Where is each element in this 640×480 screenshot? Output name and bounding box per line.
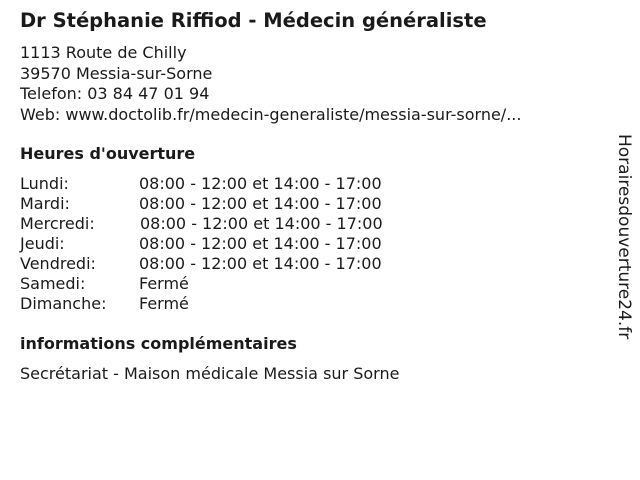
day-label: Samedi: xyxy=(20,274,86,293)
day-label: Vendredi: xyxy=(20,254,96,273)
info-heading: informations complémentaires xyxy=(20,334,297,353)
hours-row-wednesday xyxy=(20,214,440,234)
website-link[interactable]: Web: www.doctolib.fr/medecin-generaliste/messia-sur-sorne/... xyxy=(20,104,522,124)
hours-row-saturday xyxy=(20,274,440,294)
hours-row-sunday xyxy=(20,294,440,314)
phone-number: Telefon: 03 84 47 01 94 xyxy=(20,84,210,103)
hours-row-tuesday xyxy=(20,194,440,214)
hours-row-thursday xyxy=(20,234,440,254)
hours-heading: Heures d'ouverture xyxy=(20,144,196,163)
day-label: Dimanche: xyxy=(20,294,107,313)
time-value: 08:00 - 12:00 et 14:00 - 17:00 xyxy=(140,214,383,233)
day-label: Jeudi: xyxy=(20,234,65,253)
hours-row-friday xyxy=(20,254,440,274)
hours-table xyxy=(20,174,440,314)
day-label: Lundi: xyxy=(20,174,69,193)
address-block xyxy=(20,43,521,125)
address-city: 39570 Messia-sur-Sorne xyxy=(20,63,213,83)
hours-row-monday xyxy=(20,174,440,194)
time-value: 08:00 - 12:00 et 14:00 - 17:00 xyxy=(139,234,382,253)
time-value: Fermé xyxy=(139,294,189,313)
day-label: Mercredi: xyxy=(20,214,95,233)
address-street: 1113 Route de Chilly xyxy=(20,43,187,62)
day-label: Mardi: xyxy=(20,194,70,213)
info-text: Secrétariat - Maison médicale Messia sur Sorne xyxy=(20,364,400,383)
time-value: 08:00 - 12:00 et 14:00 - 17:00 xyxy=(139,174,382,193)
time-value: Fermé xyxy=(139,274,189,293)
time-value: 08:00 - 12:00 et 14:00 - 17:00 xyxy=(139,254,382,273)
time-value: 08:00 - 12:00 et 14:00 - 17:00 xyxy=(139,194,382,213)
site-watermark: Horairesdouverture24.fr xyxy=(614,134,634,340)
page-title: Dr Stéphanie Riffiod - Médecin généraliste xyxy=(20,9,487,32)
